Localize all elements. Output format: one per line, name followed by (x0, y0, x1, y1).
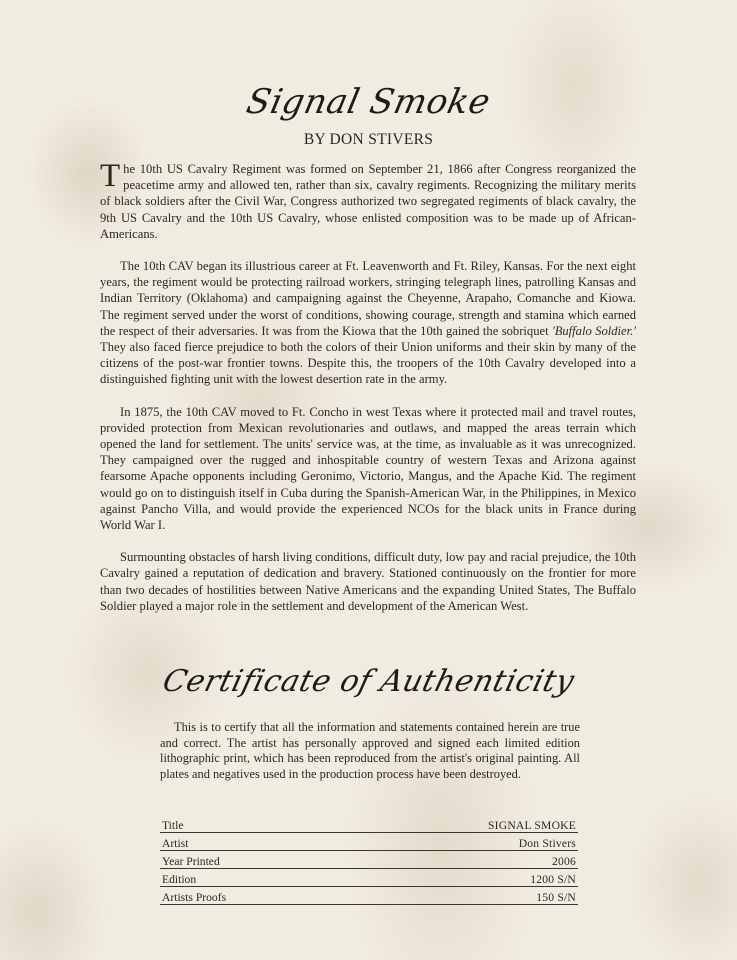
details-label: Artist (162, 837, 189, 850)
certificate-title: Certificate of Authenticity (159, 664, 578, 699)
details-label: Edition (162, 873, 197, 886)
details-label: Title (162, 819, 184, 832)
drop-cap: T (100, 158, 121, 194)
details-value: 2006 (552, 855, 576, 868)
print-details-table (160, 815, 578, 905)
details-row-artist (160, 833, 578, 851)
paragraph-4: Surmounting obstacles of harsh living conditions, difficult duty, low pay and racial prejudice, the 10th Cavalry gained a reputation of dedication and bravery. Stationed continuously on the frontier for more than two decades of hostilities between Native Americans and the expanding United States, The Buffalo Soldier played a major role in the settlement and development of the American West. (100, 550, 636, 613)
paragraph-2 (100, 258, 636, 388)
details-label: Year Printed (162, 855, 220, 868)
paragraph-2-text-b: They also faced fierce prejudice to both the colors of their Union uniforms and their skin by many of the citizens of the post-war frontier towns. Despite this, the troopers of the 10th Cavalry developed into a distinguished fighting unit with the lowest desertion rate in the army. (100, 340, 636, 387)
details-row-year (160, 851, 578, 869)
print-title: Signal Smoke (242, 82, 495, 122)
paragraph-3: In 1875, the 10th CAV moved to Ft. Concho in west Texas where it protected mail and travel routes, provided protection from Mexican revolutionaries and outlaws, and mapped the areas terrain which opened the land for settlement. The units' service was, at the time, as invaluable as it was unrecognized. They campaigned over the rugged and inhospitable country of western Texas and Arizona against fearsome Apache opponents including Geronimo, Victorio, Mangus, and the Apache Kid. The regiment would go on to distinguish itself in Cuba during the Spanish-American War, in the Philippines, in Mexico against Pancho Villa, and would provide the experienced NCOs for the black units in France during World War I. (100, 404, 636, 533)
details-row-edition (160, 869, 578, 887)
details-value: SIGNAL SMOKE (488, 819, 576, 832)
details-value: 1200 S/N (530, 873, 576, 886)
history-text (100, 158, 636, 630)
paragraph-1-text: he 10th US Cavalry Regiment was formed on September 21, 1866 after Congress reorganized the peacetime army and allowed ten, rather than six, cavalry regiments. Recognizing the military merits of black soldiers after the Civil War, Congress authorized two segregated regiments of black cavalry, the 9th US Cavalry and the 10th US Cavalry, whose enlisted composition was to be made up of African-Americans. (100, 162, 636, 241)
details-row-title (160, 815, 578, 833)
certificate-statement: This is to certify that all the information and statements contained herein are true and correct. The artist has personally approved and signed each limited edition lithographic print, which has been reproduced from the artist's original painting. All plates and negatives used in the production process have been destroyed. (160, 720, 580, 781)
artist-byline: BY DON STIVERS (303, 131, 434, 148)
details-row-proofs (160, 887, 578, 905)
buffalo-soldier-quote: 'Buffalo Soldier.' (552, 323, 636, 338)
details-value: 150 S/N (536, 891, 576, 904)
details-value: Don Stivers (518, 837, 576, 850)
paragraph-2-text-a: The 10th CAV began its illustrious career at Ft. Leavenworth and Ft. Riley, Kansas. For the next eight years, the regiment would be protecting railroad workers, stringing telegraph lines, patrolling Kansas and Indian Territory (Oklahoma) and campaigning against the Cheyenne, Arapaho, Comanche and Kiowa. The regiment served under the worst of conditions, showing courage, strength and stamina which earned the respect of their adversaries. It was from the Kiowa that the 10th gained the sobriquet (100, 259, 636, 338)
details-label: Artists Proofs (162, 891, 227, 904)
paragraph-1 (100, 158, 636, 242)
